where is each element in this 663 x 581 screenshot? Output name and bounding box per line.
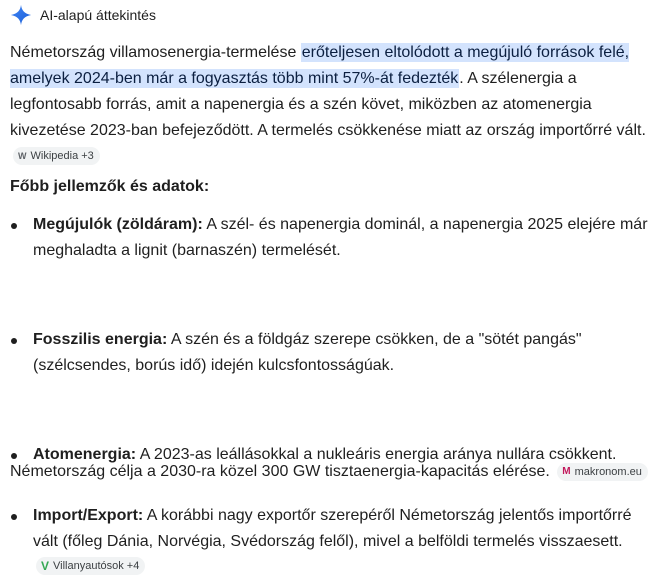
- bullet-term: Megújulók (zöldáram):: [33, 216, 203, 233]
- villanyautosok-icon: V: [41, 559, 50, 573]
- source-chip-label: makronom.eu: [574, 466, 642, 478]
- bullet-term: Atomenergia:: [33, 446, 137, 463]
- source-chip-label: Villanyautósok +4: [53, 560, 140, 572]
- list-item: [10, 503, 650, 581]
- source-chip-makronom[interactable]: [557, 463, 648, 481]
- bullet-dot: [11, 514, 17, 520]
- bullet-text: A szél- és napenergia dominál, a napenergia 2025 elejére már meghaladta a lignit (barnaszén) termelését.: [33, 216, 648, 259]
- list-item: [10, 327, 650, 379]
- intro-text-post: . A szélenergia a legfontosabb forrás, amit a napenergia és a szén követ, miközben az atomenergia kivezetése 2023-ban befejeződött. A termelés csökkenése miatt az ország importőrré vált.: [10, 70, 646, 139]
- bullet-dot: [11, 338, 17, 344]
- sparkle-icon: [10, 4, 32, 26]
- bullet-text: A 2023-as leállásokkal a nukleáris energia aránya nullára csökkent.: [136, 446, 617, 463]
- source-chip-label: Wikipedia +3: [30, 150, 94, 162]
- ai-overview-header: [10, 4, 156, 26]
- list-item: [10, 212, 650, 264]
- bullet-term: Import/Export:: [33, 507, 144, 524]
- ai-overview-title: AI-alapú áttekintés: [40, 7, 156, 23]
- bullet-text: A korábbi nagy exportőr szerepéről Németország jelentős importőrré vált (főleg Dánia, Norvégia, Svédország felől), mivel a belföldi termelés visszaesett.: [33, 507, 632, 550]
- bullet-term: Fosszilis energia:: [33, 331, 168, 348]
- bullet-dot: [11, 223, 17, 229]
- section-heading: Főbb jellemzők és adatok:: [10, 178, 210, 195]
- intro-highlight: erőteljesen eltolódott a megújuló források felé, amelyek 2024-ben már a fogyasztás több mint 57%-át fedezték: [10, 44, 630, 87]
- source-chip-villanyautosok[interactable]: [36, 557, 145, 575]
- intro-paragraph: [10, 40, 650, 170]
- outro-paragraph: [10, 459, 650, 485]
- bullet-text: A szén és a földgáz szerepe csökken, de a "sötét pangás" (szélcsendes, borús idő) idején kulcsfontosságúak.: [33, 331, 582, 374]
- makronom-icon: M: [562, 466, 571, 477]
- wikipedia-icon: W: [18, 151, 27, 161]
- intro-text-pre: Németország villamosenergia-termelése: [10, 44, 301, 61]
- outro-text: Németország célja a 2030-ra közel 300 GW tisztaenergia-kapacitás elérése.: [10, 463, 550, 480]
- source-chip-wikipedia[interactable]: [13, 147, 100, 165]
